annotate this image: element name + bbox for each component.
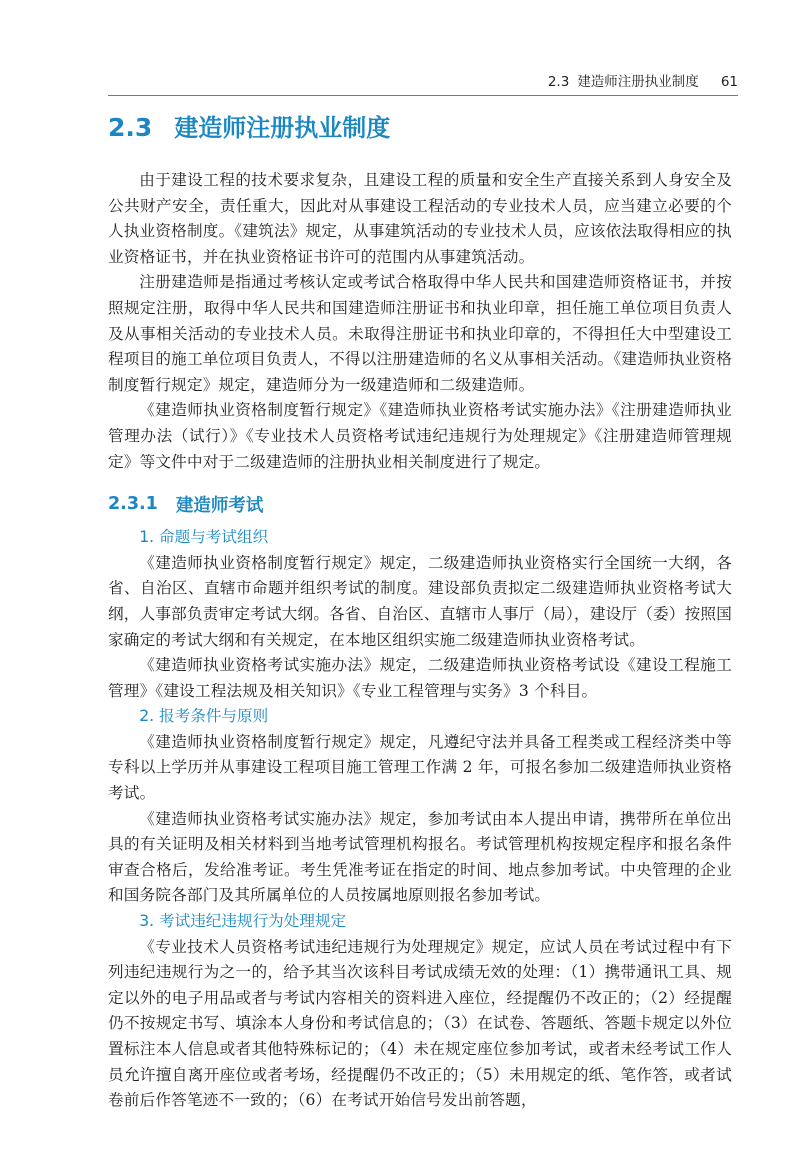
paragraph: 注册建造师是指通过考核认定或考试合格取得中华人民共和国建造师资格证书，并按照规定注册，取得中华人民共和国建造师注册证书和执业印章，担任施工单位项目负责人及从事相关活动的专业技术人员。未取得注册证书和执业印章的，不得担任大中型建设工程项目的施工单位项目负责人，不得以注册建造师的名义从事相关活动。《建造师执业资格制度暂行规定》规定，建造师分为一级建造师和二级建造师。 (108, 273, 732, 394)
paragraph: 《建造师执业资格制度暂行规定》规定，凡遵纪守法并具备工程类或工程经济类中等专科以上学历并从事建设工程项目施工管理工作满 2 年，可报名参加二级建造师执业资格考试。 (108, 732, 732, 803)
paragraph: 《建造师执业资格考试实施办法》规定，二级建造师执业资格考试设《建设工程施工管理》《建设工程法规及相关知识》《专业工程管理与实务》3 个科目。 (108, 656, 732, 700)
header-section-title: 建造师注册执业制度 (577, 74, 699, 90)
subsection-title: 建造师考试 (175, 495, 264, 516)
section-title: 建造师注册执业制度 (174, 114, 391, 142)
paragraph: 由于建设工程的技术要求复杂，且建设工程的质量和安全生产直接关系到人身安全及公共财产安全，责任重大，因此对从事建设工程活动的专业技术人员，应当建立必要的个人执业资格制度。《建筑法》规定，从事建筑活动的专业技术人员，应该依法取得相应的执业资格证书，并在执业资格证书许可的范围内从事建筑活动。 (108, 171, 732, 266)
section-heading (108, 108, 732, 142)
subsection-number: 2.3.1 (108, 494, 158, 515)
header-section-number: 2.3 (547, 74, 570, 90)
section-number: 2.3 (108, 113, 153, 142)
point-heading: 1. 命题与考试组织 (139, 528, 269, 547)
paragraph: 《建造师执业资格制度暂行规定》《建造师执业资格考试实施办法》《注册建造师执业管理办法（试行）》《专业技术人员资格考试违纪违规行为处理规定》《注册建造师管理规定》等文件中对于二级建造师的注册执业相关制度进行了规定。 (108, 401, 732, 471)
subsection-heading (108, 489, 732, 519)
point-heading: 2. 报考条件与原则 (139, 707, 269, 726)
page-number: 61 (720, 74, 738, 90)
running-header (108, 70, 738, 96)
paragraph: 《建造师执业资格考试实施办法》规定，参加考试由本人提出申请，携带所在单位出具的有关证明及相关材料到当地考试管理机构报名。考试管理机构按规定程序和报名条件审查合格后，发给准考证。考生凭准考证在指定的时间、地点参加考试。中央管理的企业和国务院各部门及其所属单位的人员按属地原则报名参加考试。 (108, 809, 732, 905)
paragraph: 《专业技术人员资格考试违纪违规行为处理规定》规定，应试人员在考试过程中有下列违纪违规行为之一的，给予其当次该科目考试成绩无效的处理：（1）携带通讯工具、规定以外的电子用品或者与考试内容相关的资料进入座位，经提醒仍不改正的；（2）经提醒仍不按规定书写、填涂本人身份和考试信息的；（3）在试卷、答题纸、答题卡规定以外位置标注本人信息或者其他特殊标记的；（4）未在规定座位参加考试，或者未经考试工作人员允许擅自离开座位或者考场，经提醒仍不改正的；（5）未用规定的纸、笔作答，或者试卷前后作答笔迹不一致的；（6）在考试开始信号发出前答题， (108, 937, 732, 1110)
page-content (108, 108, 732, 1114)
point-heading: 3. 考试违纪违规行为处理规定 (139, 912, 347, 931)
paragraph: 《建造师执业资格制度暂行规定》规定，二级建造师执业资格实行全国统一大纲，各省、自治区、直辖市命题并组织考试的制度。建设部负责拟定二级建造师执业资格考试大纲，人事部负责审定考试大纲。各省、自治区、直辖市人事厅（局），建设厅（委）按照国家确定的考试大纲和有关规定，在本地区组织实施二级建造师执业资格考试。 (108, 553, 732, 649)
